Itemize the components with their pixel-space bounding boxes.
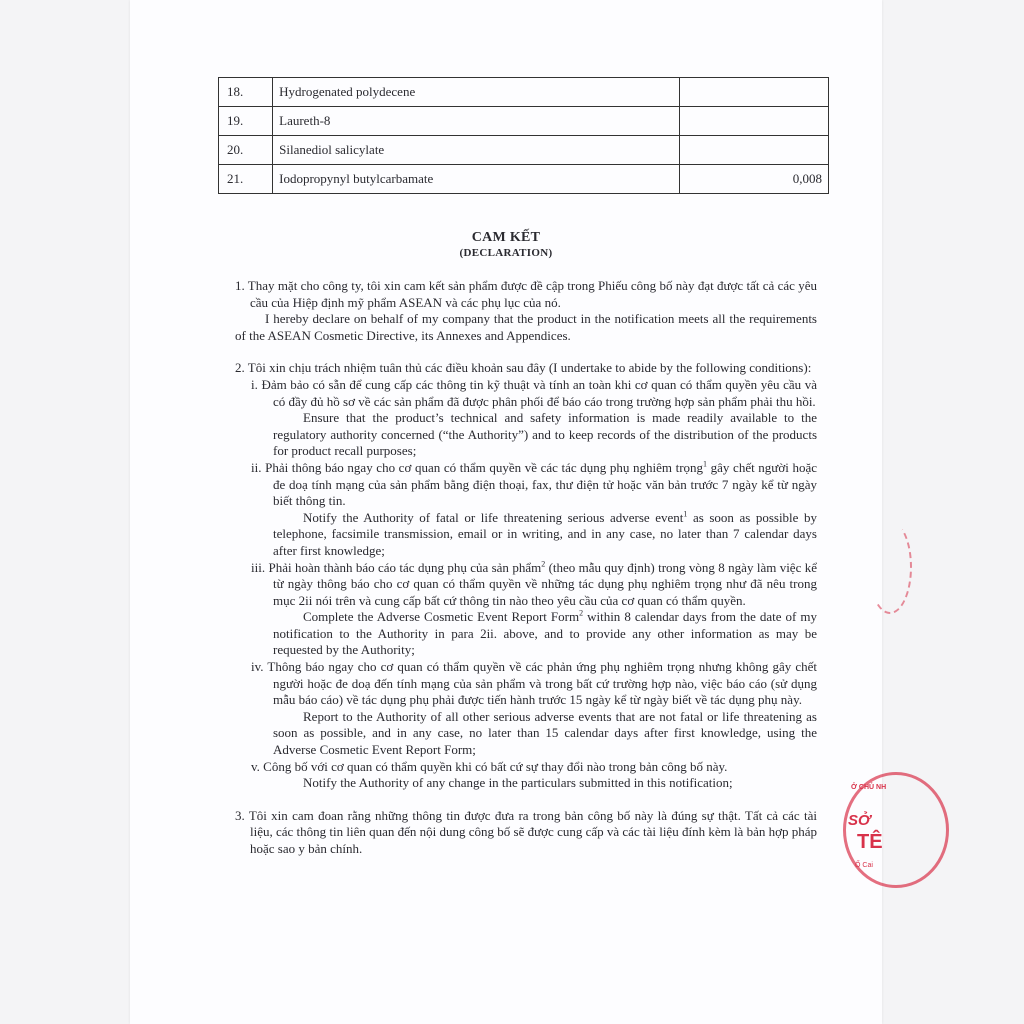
item-2-intro: 2. Tôi xin chịu trách nhiệm tuân thủ các điều khoản sau đây (I undertake to abide by the following conditions):	[235, 360, 812, 376]
row-number: 20.	[219, 136, 273, 165]
footnote-mark: 1	[703, 459, 708, 469]
condition-iii-vi-part-a: iii. Phải hoàn thành báo cáo tác dụng phụ của sản phẩm	[251, 559, 542, 575]
condition-i-english: Ensure that the product’s technical and safety information is made readily available to the regulatory authority concerned (“the Authority”) and to keep records of the distribution of the products for product recall purposes;	[273, 410, 817, 459]
row-number: 21.	[219, 165, 273, 194]
ingredient-value	[679, 107, 828, 136]
ingredient-name: Hydrogenated polydecene	[273, 78, 680, 107]
condition-iii-en-part-b: within 8 calendar days from the date of my notification to the Authority in para 2ii. above, and to provide any other information as may be requested by the Authority;	[273, 609, 817, 658]
table-row	[219, 78, 829, 107]
condition-ii-vietnamese	[235, 460, 817, 510]
ingredient-name: Laureth-8	[273, 107, 680, 136]
condition-iv-english: Report to the Authority of all other serious adverse events that are not fatal or life threatening as soon as possible, and in any case, no later than 15 calendar days after first knowledge, using the Adverse Cosmetic Event Report Form;	[273, 708, 817, 758]
declaration-item-3	[235, 808, 817, 858]
declaration-body	[235, 278, 817, 874]
condition-iii-en-part-a: Complete the Adverse Cosmetic Event Report Form	[303, 609, 580, 625]
stamp-text-te: TÊ	[857, 831, 883, 853]
item-1-vietnamese: 1. Thay mặt cho công ty, tôi xin cam kết sản phẩm được đề cập trong Phiếu công bố này đạt được tất cả các yêu cầu của Hiệp định mỹ phẩm ASEAN và các phụ lục của nó.	[235, 278, 817, 310]
stamp-text-so: SỞ	[848, 812, 871, 829]
condition-iii-vi-part-b: (theo mẫu quy định) trong vòng 8 ngày làm việc kể từ ngày thông báo cho cơ quan có thẩm quyền về những tác dụng phụ nghiêm trọng như đã nêu trong mục 2ii nói trên và cung cấp bất cứ thông tin nào theo yêu cầu của cơ quan có thẩm quyền.	[273, 559, 817, 608]
condition-iv-vietnamese: iv. Thông báo ngay cho cơ quan có thẩm quyền về các phản ứng phụ nghiêm trọng nhưng không gây chết người hoặc đe doạ đến tính mạng của sản phẩm và trong bất cứ trường hợp nào, việc báo cáo (sử dụng mẫu báo cáo) về tác dụng phụ phải được tiến hành trước 15 ngày kể từ ngày biết về tác dụng phụ này.	[251, 659, 817, 708]
table-row	[219, 136, 829, 165]
table-row	[219, 107, 829, 136]
footnote-mark: 2	[579, 608, 584, 618]
footnote-mark: 2	[541, 559, 546, 569]
condition-v-vietnamese: v. Công bố với cơ quan có thẩm quyền khi có bất cứ sự thay đổi nào trong bản công bố này.	[251, 758, 728, 774]
condition-ii-en-part-a: Notify the Authority of fatal or life threatening serious adverse event	[303, 509, 684, 525]
condition-i-vietnamese: i. Đảm bảo có sẵn để cung cấp các thông tin kỹ thuật và tính an toàn khi cơ quan có thẩm quyền yêu cầu và có đầy đủ hồ sơ về các sản phẩm đã được phân phối để báo cáo trong trường hợp sản phẩm phải thu hồi.	[251, 376, 817, 409]
condition-ii-vi-part-b: gây chết người hoặc đe doạ tính mạng của sản phẩm bằng điện thoại, fax, thư điện tử hoặc văn bản trước 7 ngày kể từ ngày biết thông tin.	[273, 459, 817, 509]
ingredient-name: Iodopropynyl butylcarbamate	[273, 165, 680, 194]
stamp-edge-top	[868, 520, 912, 614]
row-number: 18.	[219, 78, 273, 107]
condition-ii-en-part-b: as soon as possible by telephone, facsimile transmission, email or in writing, and in any case, no later than 7 calendar days after first knowledge;	[273, 509, 817, 558]
ingredient-value	[679, 136, 828, 165]
stamp-text-bottom: Ố Cai	[855, 862, 873, 869]
declaration-subtitle: (DECLARATION)	[459, 247, 553, 259]
red-stamp	[843, 772, 913, 882]
condition-v-english: Notify the Authority of any change in the particulars submitted in this notification;	[303, 775, 733, 791]
stamp-text-top: Ở CHỦ NH	[851, 784, 887, 791]
condition-iii-vietnamese	[235, 560, 817, 610]
document-page	[130, 0, 882, 1024]
condition-ii-english	[235, 510, 817, 560]
ingredient-name: Silanediol salicylate	[273, 136, 680, 165]
condition-ii-vi-part-a: ii. Phải thông báo ngay cho cơ quan có thẩm quyền về các tác dụng phụ nghiêm trọng	[251, 459, 704, 475]
declaration-title: CAM KẾT	[471, 230, 541, 245]
ingredients-table	[218, 77, 829, 194]
row-number: 19.	[219, 107, 273, 136]
item-1-english: I hereby declare on behalf of my company that the product in the notification meets all the requirements of the ASEAN Cosmetic Directive, its Annexes and Appendices.	[235, 311, 817, 343]
ingredient-value: 0,008	[679, 165, 828, 194]
footnote-mark: 1	[683, 509, 688, 519]
condition-iii-english	[235, 609, 817, 659]
table-row	[219, 165, 829, 194]
declaration-item-2	[235, 360, 817, 791]
ingredient-value	[679, 78, 828, 107]
declaration-item-1	[235, 278, 817, 344]
item-3-vietnamese: 3. Tôi xin cam đoan rằng những thông tin được đưa ra trong bản công bố này là đúng sự thật. Tất cả các tài liệu, các thông tin liên quan đến nội dung công bố sẽ được cung cấp và các tài liệu đính kèm là bản hợp pháp hoặc sao y bản chính.	[235, 807, 817, 856]
